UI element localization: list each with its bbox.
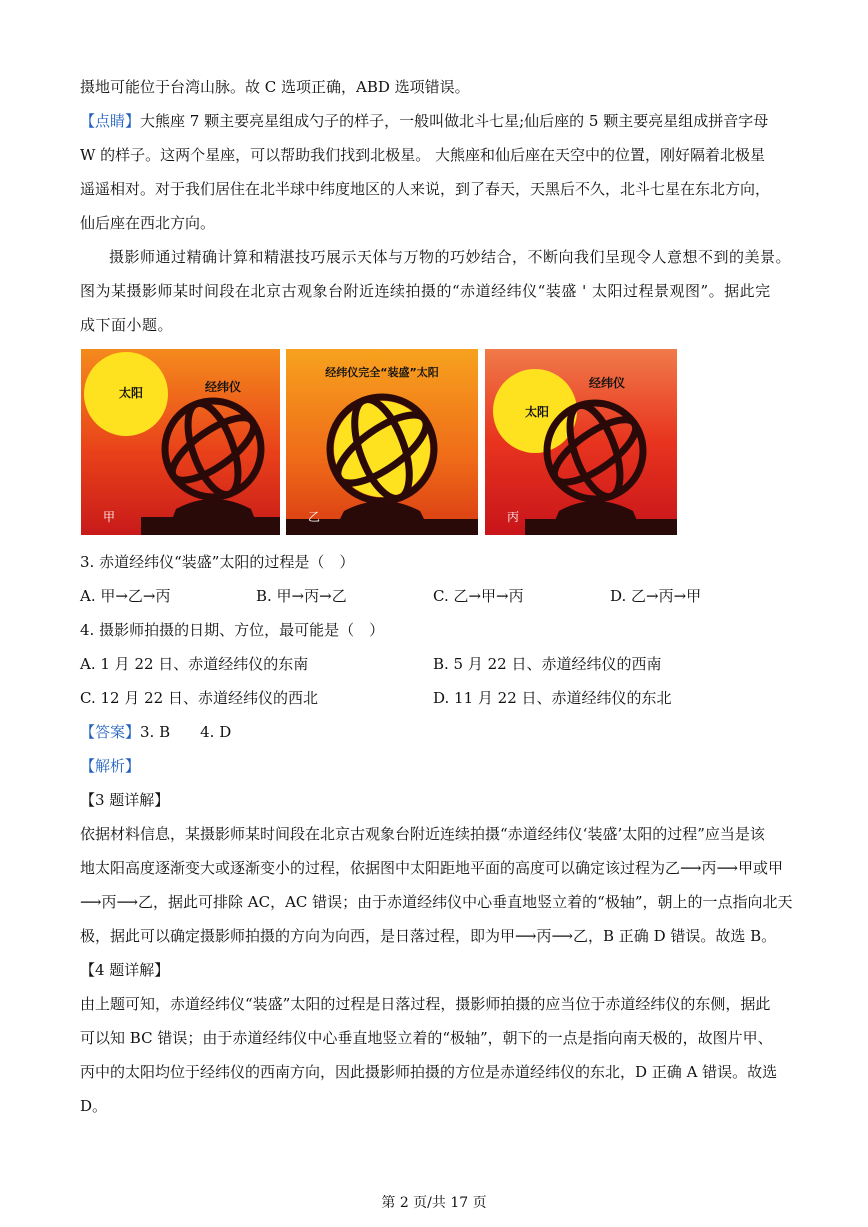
q4-detail-line: 可以知 BC 错误；由于赤道经纬仪中心垂直地竖立着的“极轴”，朝下的一点是指向南天极的，故图片甲、 xyxy=(80,1029,773,1047)
q3-detail-line: ⟶丙⟶乙，据此可排除 AC，AC 错误；由于赤道经纬仪中心垂直地竖立着的“极轴”，朝上的一点指向北天 xyxy=(80,893,793,911)
q4-detail-line: D。 xyxy=(80,1097,108,1115)
q3-option-a: A. 甲→乙→丙 xyxy=(80,587,171,605)
material-line: 成下面小题。 xyxy=(80,316,174,334)
material-line: 摄影师通过精确计算和精湛技巧展示天体与万物的巧妙结合，不断向我们呈现令人意想不到的美景。 xyxy=(109,248,792,266)
q4-detail-line: 丙中的太阳均位于经纬仪的西南方向，因此摄影师拍摄的方位是赤道经纬仪的东北，D 正确 A 错误。故选 xyxy=(80,1063,778,1081)
panel-label: 乙 xyxy=(308,510,321,524)
q4-option-b: B. 5 月 22 日、赤道经纬仪的西南 xyxy=(433,655,662,673)
q4-detail-line: 由上题可知，赤道经纬仪“装盛”太阳的过程是日落过程，摄影师拍摄的应当位于赤道经纬仪的东侧，据此 xyxy=(80,995,771,1013)
q4-option-d: D. 11 月 22 日、赤道经纬仪的东北 xyxy=(433,689,672,707)
q3-option-c: C. 乙→甲→丙 xyxy=(433,587,524,605)
dianjing-text: 大熊座 7 颗主要亮星组成勺子的样子，一般叫做北斗七星;仙后座的 5 颗主要亮星组成拼音字母 xyxy=(140,112,769,130)
q3-option-d: D. 乙→丙→甲 xyxy=(610,587,702,605)
text-line: W 的样子。这两个星座，可以帮助我们找到北极星。 大熊座和仙后座在天空中的位置，刚好隔着北极星 xyxy=(80,146,765,164)
instrument-label: 经纬仪 xyxy=(205,380,242,394)
answer-line xyxy=(80,722,231,742)
photo-jia xyxy=(81,349,280,535)
panel-label: 甲 xyxy=(103,510,116,524)
q4-detail-tag: 【4 题详解】 xyxy=(80,961,170,979)
dianjing-tag: 【点睛】 xyxy=(80,112,141,130)
sun-label: 太阳 xyxy=(525,405,550,419)
text-line: 摄地可能位于台湾山脉。故 C 选项正确，ABD 选项错误。 xyxy=(80,78,470,96)
instrument-label: 经纬仪 xyxy=(589,376,626,390)
text-line: 仙后座在西北方向。 xyxy=(80,214,216,232)
q4-option-c: C. 12 月 22 日、赤道经纬仪的西北 xyxy=(80,689,318,707)
q4-option-a: A. 1 月 22 日、赤道经纬仪的东南 xyxy=(80,655,309,673)
answer-tag: 【答案】 xyxy=(80,723,141,741)
material-line: 图为某摄影师某时间段在北京古观象台附近连续拍摄的“赤道经纬仪“装盛 ' 太阳过程景观图”。据此完 xyxy=(80,282,771,300)
question-4-stem: 4. 摄影师拍摄的日期、方位，最可能是（ ） xyxy=(80,621,385,639)
analysis-tag: 【解析】 xyxy=(80,757,141,775)
question-3-stem: 3. 赤道经纬仪“装盛”太阳的过程是（ ） xyxy=(80,553,355,571)
panel-label: 丙 xyxy=(507,510,520,524)
text-line xyxy=(80,111,768,131)
page-footer: 第 2 页/共 17 页 xyxy=(381,1195,487,1211)
photo-title-label: 经纬仪完全“装盛”太阳 xyxy=(325,366,439,379)
answer-text: 3. B 4. D xyxy=(140,723,232,741)
q3-detail-line: 极，据此可以确定摄影师拍摄的方向为向西，是日落过程，即为甲⟶丙⟶乙，B 正确 D 错误。故选 B。 xyxy=(80,927,777,945)
q3-detail-line: 依据材料信息，某摄影师某时间段在北京古观象台附近连续拍摄“赤道经纬仪‘装盛’太阳的过程”应当是该 xyxy=(80,825,765,843)
photo-bing xyxy=(485,349,677,535)
q3-detail-tag: 【3 题详解】 xyxy=(80,791,170,809)
photo-yi xyxy=(286,349,478,535)
q3-detail-line: 地太阳高度逐渐变大或逐渐变小的过程，依据图中太阳距地平面的高度可以确定该过程为乙⟶丙⟶甲或甲 xyxy=(80,859,784,877)
sun-label: 太阳 xyxy=(119,386,144,400)
text-line: 遥遥相对。对于我们居住在北半球中纬度地区的人来说，到了春天，天黑后不久，北斗七星在东北方向， xyxy=(80,180,771,198)
q3-option-b: B. 甲→丙→乙 xyxy=(256,587,347,605)
